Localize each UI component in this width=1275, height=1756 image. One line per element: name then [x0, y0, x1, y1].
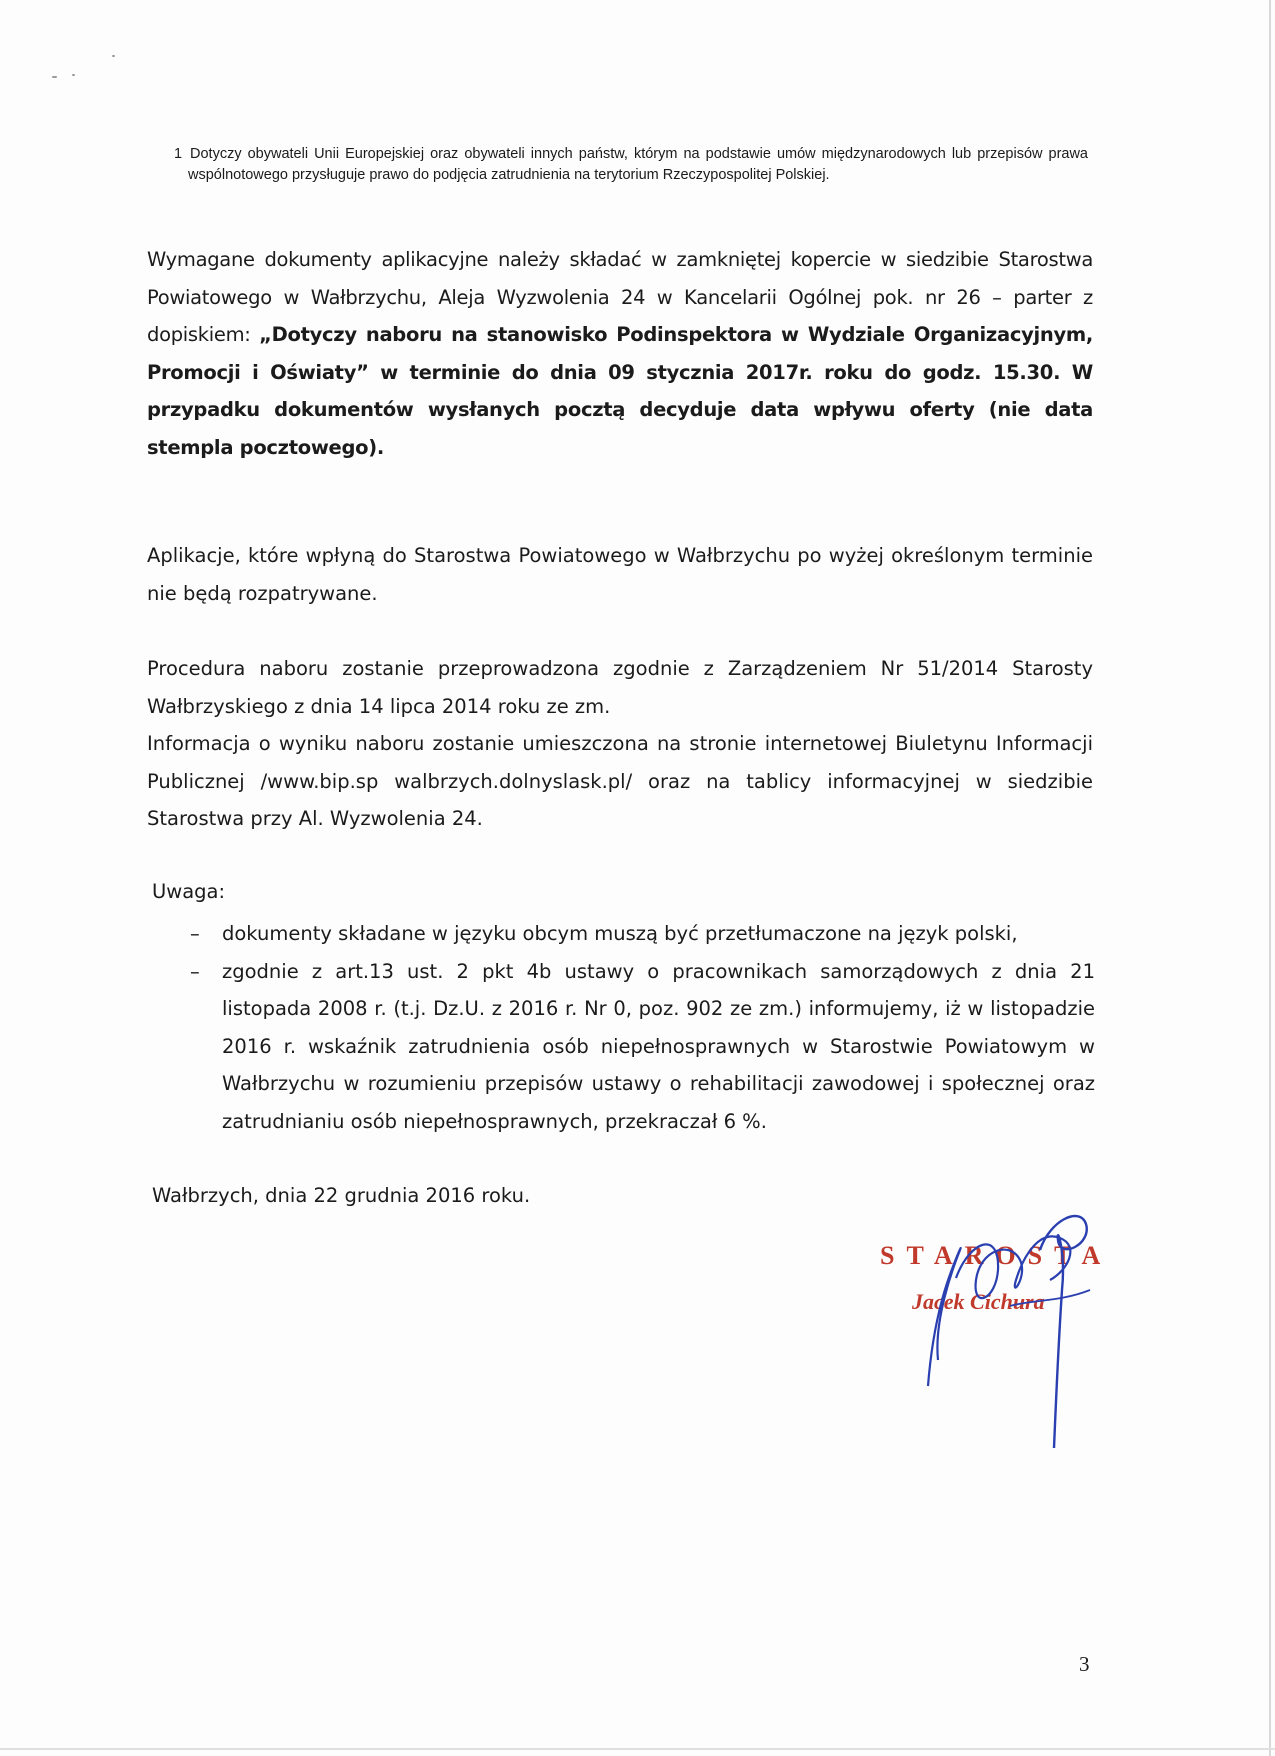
scan-edge — [0, 1748, 1275, 1750]
note-text: zgodnie z art.13 ust. 2 pkt 4b ustawy o pracownikach samorządowych z dnia 21 listopada 2008 r. (t.j. Dz.U. z 2016 r. Nr 0, poz. 902 ze zm.) informujemy, iż w listopadzie 2016 r. wskaźnik zatrudnienia osób niepełnosprawnych w Starostwie Powiatowym w Wałbrzychu w rozumieniu przepisów ustawy o rehabilitacji zawodowej i społecznej oraz zatrudnianiu osób niepełnosprawnych, przekraczał 6 %. — [222, 959, 1095, 1133]
late-applications-paragraph: Aplikacje, które wpłyną do Starostwa Powiatowego w Wałbrzychu po wyżej określonym terminie nie będą rozpatrywane. — [147, 544, 1093, 605]
footnote-number: 1 — [174, 146, 183, 162]
dash-bullet: – — [190, 922, 200, 945]
stamp-name: Jacek Cichura — [912, 1289, 1045, 1314]
scan-speck — [72, 74, 75, 76]
notes-heading: Uwaga: — [152, 880, 226, 903]
list-item — [190, 915, 1095, 953]
signature-icon — [890, 1210, 1120, 1470]
procedure-paragraph: Procedura naboru zostanie przeprowadzona zgodnie z Zarządzeniem Nr 51/2014 Starosty Wałbrzyskiego z dnia 14 lipca 2014 roku ze zm. — [147, 657, 1093, 718]
place-date: Wałbrzych, dnia 22 grudnia 2016 roku. — [152, 1184, 531, 1207]
stamp-title: STAROSTA — [880, 1241, 1113, 1270]
page-number: 3 — [1079, 1652, 1090, 1676]
list-item — [190, 953, 1095, 1141]
notes-list — [190, 915, 1095, 1140]
footnote-text: Dotyczy obywateli Unii Europejskiej oraz obywateli innych państw, którym na podstawie umów międzynarodowych lub przepisów prawa wspólnotowego przysługuje prawo do podjęcia zatrudnienia na terytorium Rzeczypospolitej Polskiej. — [188, 146, 1088, 183]
dash-bullet: – — [190, 959, 200, 983]
submission-paragraph — [147, 241, 1093, 466]
footnote — [174, 144, 1088, 186]
information-paragraph: Informacja o wyniku naboru zostanie umieszczona na stronie internetowej Biuletynu Informacji Publicznej /www.bip.sp walbrzych.dolnyslask.pl/ oraz na tablicy informacyjnej w siedzibie Starostwa przy Al. Wyzwolenia 24. — [147, 732, 1093, 830]
note-text: dokumenty składane w języku obcym muszą być przetłumaczone na język polski, — [222, 922, 1018, 945]
scan-edge — [1269, 0, 1271, 1756]
submission-deadline: „Dotyczy naboru na stanowisko Podinspektora w Wydziale Organizacyjnym, Promocji i Oświaty” w terminie do dnia 09 stycznia 2017r. roku do godz. 15.30. W przypadku dokumentów wysłanych pocztą decyduje data wpływu oferty (nie data stempla pocztowego). — [147, 323, 1093, 459]
scan-speck — [112, 55, 115, 57]
submission-intro: Wymagane dokumenty aplikacyjne należy składać w zamkniętej kopercie w siedzibie Starostwa Powiatowego w Wałbrzychu, Aleja Wyzwolenia 24 w Kancelarii Ogólnej pok. nr 26 – parter z dopiskiem: — [147, 248, 1093, 346]
scan-speck — [52, 76, 57, 78]
